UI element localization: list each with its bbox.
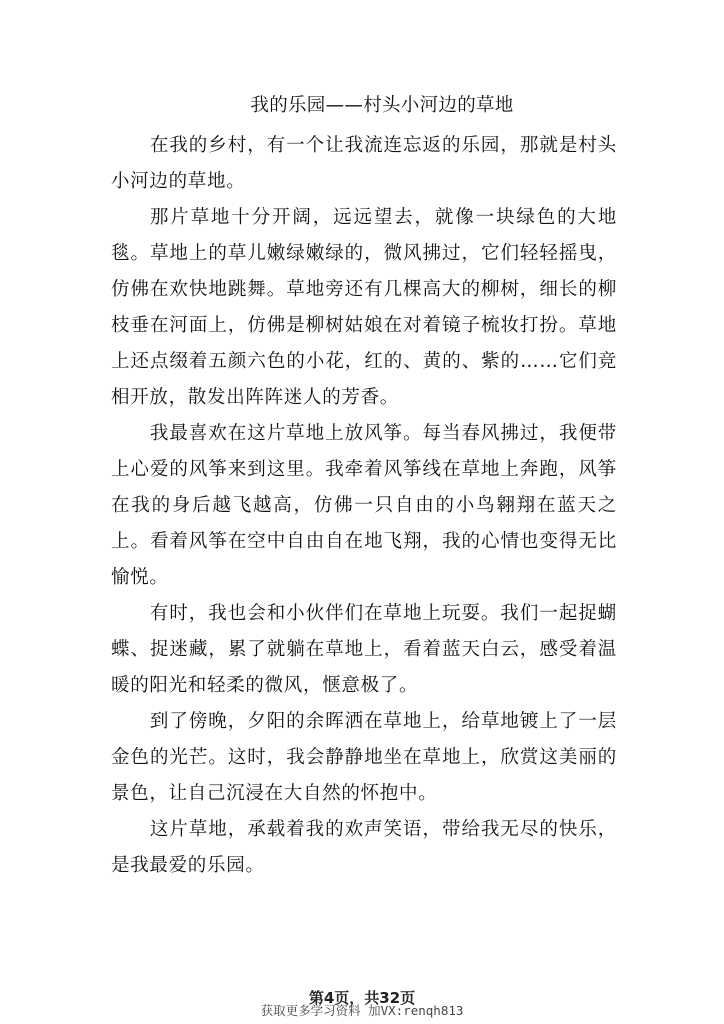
document-title: 我的乐园——村头小河边的草地 [250, 95, 514, 116]
watermark-text: 获取更多学习资料 加VX:renqh813 [260, 1003, 464, 1018]
paragraph-conclusion: 这片草地，承载着我的欢声笑语，带给我无尽的快乐，是我最爱的乐园。 [111, 819, 617, 876]
paragraph-evening: 到了傍晚，夕阳的余晖洒在草地上，给草地镀上了一层金色的光芒。这时，我会静静地坐在草地上，欣赏这美丽的景色，让自己沉浸在大自然的怀抱中。 [111, 711, 617, 804]
paragraph-kite-flying: 我最喜欢在这片草地上放风筝。每当春风拂过，我便带上心爱的风筝来到这里。我牵着风筝线在草地上奔跑，风筝在我的身后越飞越高，仿佛一只自由的小鸟翱翔在蓝天之上。看着风筝在空中自由自在地飞翔，我的心情也变得无比愉悦。 [111, 423, 617, 588]
document-body [111, 128, 617, 884]
paragraph-intro: 在我的乡村，有一个让我流连忘返的乐园，那就是村头小河边的草地。 [111, 135, 617, 192]
paragraph-playing: 有时，我也会和小伙伴们在草地上玩耍。我们一起捉蝴蝶、捉迷藏，累了就躺在草地上，看着蓝天白云，感受着温暖的阳光和轻柔的微风，惬意极了。 [111, 603, 617, 696]
paragraph-description: 那片草地十分开阔，远远望去，就像一块绿色的大地毯。草地上的草儿嫩绿嫩绿的，微风拂过，它们轻轻摇曳，仿佛在欢快地跳舞。草地旁还有几棵高大的柳树，细长的柳枝垂在河面上，仿佛是柳树姑娘在对着镜子梳妆打扮。草地上还点缀着五颜六色的小花，红的、黄的、紫的……它们竞相开放，散发出阵阵迷人的芳香。 [111, 207, 617, 408]
page-indicator: 第4页，共32页 [308, 989, 416, 1007]
